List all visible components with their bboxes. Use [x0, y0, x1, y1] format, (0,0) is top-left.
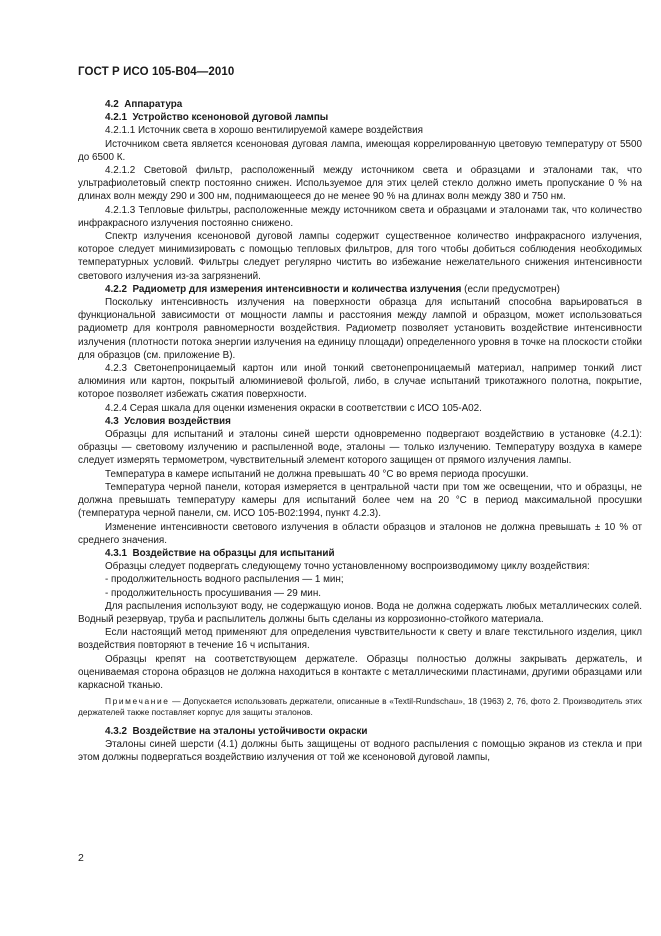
section-title: Устройство ксеноновой дуговой лампы — [132, 112, 329, 124]
section-title: Воздействие на эталоны устойчивости окраски — [132, 725, 368, 737]
note-text: — Допускается использовать держатели, описанные в «Textil-Rundschau», 18 (1963) 2, 76, фото 2. Производитель этих держателей также поставляет корпус для защиты эталонов. — [78, 696, 642, 718]
section-heading-4-3 — [78, 415, 642, 428]
paragraph: Образцы крепят на соответствующем держателе. Образцы полностью должны закрывать держатель, и оцениваемая сторона образцов не должна находиться в контакте с металлическими пластинами, другими образцами или каркасной тканью. — [78, 653, 642, 691]
paragraph: Образцы для испытаний и эталоны синей шерсти одновременно подвергают воздействию в установке (4.2.1): образцы — световому излучению и распыленной воде, эталоны — только излучению. Температуру воздуха в камере следует измерять термометром, чувствительный элемент которого защищен от прямого излучения лампы. — [78, 429, 642, 467]
paragraph: Изменение интенсивности светового излучения в области образцов и эталонов не должна превышать ± 10 % от среднего значения. — [78, 521, 642, 546]
document-header: ГОСТ Р ИСО 105-В04—2010 — [78, 66, 235, 78]
note — [78, 696, 642, 718]
document-body — [78, 98, 642, 764]
section-heading-4-2-1 — [78, 111, 642, 124]
section-heading-4-2 — [78, 98, 642, 111]
section-heading-4-3-2 — [78, 725, 642, 738]
paragraph: Поскольку интенсивность излучения на поверхности образца для испытаний способна варьироваться в функциональной зависимости от мощности лампы и расстояния между лампой и образцом, может использоваться радиометр для контроля равномерности воздействия. Радиометр позволяет установить воздействие интенсивности излучения (плотности потока энергии излучения на единицу площади) определенного уровня в точке на плоскости стойки для образцов (см. приложение В). — [78, 297, 642, 361]
paragraph-4-2-3: 4.2.3 Светонепроницаемый картон или иной тонкий светонепроницаемый материал, например тонкий лист алюминия или картон, покрытый алюминиевой фольгой, либо, в случае испытаний трикотажного полотна, покрытие, которое позволяет избежать сжатия поверхности. — [78, 363, 642, 401]
paragraph: Образцы следует подвергать следующему точно установленному воспроизводимому циклу воздействия: — [105, 561, 590, 573]
section-number: 4.3.2 — [105, 725, 127, 737]
section-title: Радиометр для измерения интенсивности и количества излучения — [132, 283, 462, 295]
section-title: Воздействие на образцы для испытаний — [132, 547, 335, 559]
section-title: Аппаратура — [124, 99, 183, 110]
section-heading-4-3-1 — [78, 547, 642, 560]
section-number: 4.3.1 — [105, 547, 127, 559]
list-item: - продолжительность водного распыления — 1 мин; — [105, 574, 344, 586]
page-number: 2 — [78, 852, 84, 864]
paragraph: Температура в камере испытаний не должна превышать 40 °С во время периода просушки. — [105, 468, 529, 480]
paragraph-4-2-1-3: 4.2.1.3 Тепловые фильтры, расположенные между источником света и образцами и эталонами так, что количество инфракрасного излучения постоянно снижено. — [78, 204, 642, 229]
paragraph: Для распыления используют воду, не содержащую ионов. Вода не должна содержать любых металлических солей. Водный резервуар, труба и распылитель должны быть сделаны из коррозионно-стойкого материала. — [78, 600, 642, 625]
section-heading-4-2-2 — [78, 283, 642, 296]
note-label: Примечание — [105, 696, 170, 707]
paragraph: Источником света является ксеноновая дуговая лампа, имеющая коррелированную цветовую температуру от 5500 до 6500 К. — [78, 138, 642, 163]
paragraph-4-2-1-2: 4.2.1.2 Световой фильтр, расположенный между источником света и образцами и эталонами так, что ультрафиолетовый спектр постоянно снижен. Используемое для этих целей стекло должно иметь пропускание 0 % на длинах волн между 290 и 300 нм, поднимающееся до не менее 90 % на длинах волн между 380 и 750 нм. — [78, 165, 642, 203]
section-title: Условия воздействия — [124, 415, 231, 427]
paragraph-4-2-1-1: 4.2.1.1 Источник света в хорошо вентилируемой камере воздействия — [105, 125, 424, 137]
paragraph: Температура черной панели, которая измеряется в центральной части при том же освещении, что и образцы, не должна превышать температуру камеры для испытаний более чем на 20 °С в период максимальной просушки (температура черной панели, см. ИСО 105-В02:1994, пункт 4.2.3). — [78, 481, 642, 520]
section-number: 4.2 — [105, 99, 119, 110]
paragraph: Спектр излучения ксеноновой дуговой лампы содержит существенное количество инфракрасного излучения, которое следует минимизировать с помощью тепловых фильтров, для того чтобы добиться соблюдения необходимых температурных условий. Фильтры следует регулярно чистить во избежание нежелательного снижения интенсивности светового излучения из-за загрязнений. — [78, 231, 642, 282]
section-title-suffix: (если предусмотрен) — [461, 283, 560, 295]
section-number: 4.2.2 — [105, 283, 127, 295]
section-number: 4.3 — [105, 415, 119, 427]
list-item: - продолжительность просушивания — 29 мин. — [105, 587, 322, 599]
section-number: 4.2.1 — [105, 112, 127, 124]
paragraph-4-2-4: 4.2.4 Серая шкала для оценки изменения окраски в соответствии с ИСО 105-А02. — [105, 402, 482, 414]
paragraph: Если настоящий метод применяют для определения чувствительности к свету и влаге текстильного изделия, цикл воздействия повторяют в течение 16 ч испытания. — [78, 627, 642, 652]
paragraph: Эталоны синей шерсти (4.1) должны быть защищены от водного распыления с помощью экранов из стекла и при этом должны подвергаться воздействию излучения от той же ксеноновой дуговой лампы, — [78, 738, 642, 763]
